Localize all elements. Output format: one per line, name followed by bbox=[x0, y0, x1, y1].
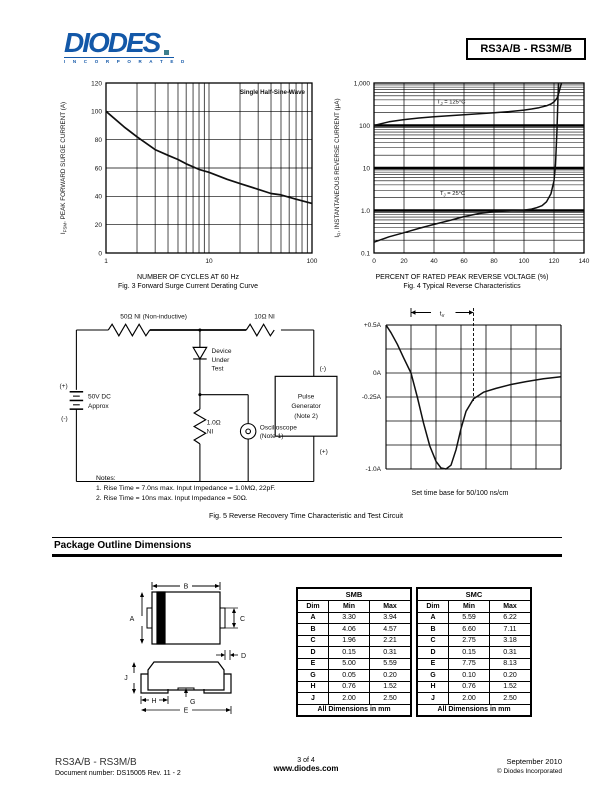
dim-cell: A bbox=[298, 612, 329, 624]
x-tick-label: 100 bbox=[306, 258, 318, 265]
dut-label-1: Device bbox=[211, 348, 232, 356]
y-tick-label: -1.0A bbox=[365, 466, 381, 474]
dim-cell: B bbox=[418, 624, 449, 636]
table-row bbox=[298, 635, 411, 647]
y-tick-label: 10 bbox=[362, 165, 370, 173]
dim-cell: 7.11 bbox=[490, 624, 531, 636]
table-row bbox=[418, 658, 531, 670]
dim-cell: 2.75 bbox=[449, 635, 490, 647]
dut-label-2: Under bbox=[211, 356, 230, 364]
y-tick-label: 20 bbox=[94, 221, 102, 229]
fig3-caption: Fig. 3 Forward Surge Current Derating Curve bbox=[117, 283, 259, 290]
footer-part-number: RS3A/B - RS3M/B bbox=[55, 757, 137, 768]
y-tick-label: 0A bbox=[373, 370, 381, 378]
footer-copyright: © Diodes Incorporated bbox=[496, 768, 562, 775]
dim-cell: 2.00 bbox=[329, 693, 370, 705]
table-row bbox=[418, 693, 531, 705]
smc-title: SMC bbox=[418, 589, 531, 601]
resistor-10ohm-label: 10Ω NI bbox=[254, 313, 275, 321]
dim-cell: 3.94 bbox=[370, 612, 411, 624]
dim-cell: 0.15 bbox=[329, 647, 370, 659]
fig5-waveform-block bbox=[344, 299, 576, 498]
smc-col-max: Max bbox=[490, 601, 531, 613]
logo-dot-icon bbox=[164, 50, 169, 55]
smc-footer: All Dimensions in mm bbox=[418, 704, 531, 716]
test-circuit-diagram bbox=[55, 303, 340, 496]
battery-minus-label: (-) bbox=[61, 415, 68, 423]
dim-cell: 1.52 bbox=[370, 681, 411, 693]
notes-block bbox=[96, 474, 276, 504]
dim-cell: 4.57 bbox=[370, 624, 411, 636]
dim-cell: 7.75 bbox=[449, 658, 490, 670]
footer-page-number: 3 of 4 bbox=[297, 757, 315, 764]
x-tick-label: 100 bbox=[518, 258, 530, 265]
resistor-50ohm bbox=[108, 324, 149, 336]
dim-label-b: B bbox=[183, 583, 189, 591]
x-tick-label: 80 bbox=[490, 258, 498, 265]
dim-cell: 0.05 bbox=[329, 670, 370, 682]
dim-cell: 1.96 bbox=[329, 635, 370, 647]
dim-cell: J bbox=[298, 693, 329, 705]
axis-title: $t_{rr}$ bbox=[439, 310, 445, 318]
dim-cell: 3.18 bbox=[490, 635, 531, 647]
smb-col-max: Max bbox=[370, 601, 411, 613]
dim-cell: J bbox=[418, 693, 449, 705]
footer-right bbox=[497, 757, 562, 775]
smb-dimension-table bbox=[297, 588, 411, 716]
dut-diode-icon bbox=[193, 347, 207, 359]
footer-document-number: Document number: DS15005 Rev. 11 - 2 bbox=[55, 770, 181, 777]
smb-title: SMB bbox=[298, 589, 411, 601]
recovery-waveform-chart bbox=[344, 299, 576, 477]
dim-cell: 2.00 bbox=[449, 693, 490, 705]
package-drawing bbox=[112, 580, 302, 735]
fig5-caption: Fig. 5 Reverse Recovery Time Characteristic and Test Circuit bbox=[209, 511, 403, 520]
resistor-1ohm-label-2: NI bbox=[206, 428, 214, 436]
axis-title: $T_J = 125^\circ C$ bbox=[437, 99, 466, 106]
dim-cell: 0.10 bbox=[449, 670, 490, 682]
table-row bbox=[418, 647, 531, 659]
resistor-1ohm-label-1: 1.0Ω bbox=[206, 419, 221, 427]
smc-col-dim: Dim bbox=[418, 601, 449, 613]
dim-cell: H bbox=[298, 681, 329, 693]
table-row bbox=[418, 635, 531, 647]
oscilloscope-icon bbox=[240, 424, 255, 439]
dim-cell: 0.76 bbox=[329, 681, 370, 693]
y-tick-label: 60 bbox=[94, 165, 102, 173]
battery-plus-label: (+) bbox=[59, 382, 68, 390]
arrowhead-left bbox=[411, 310, 416, 315]
table-row bbox=[418, 612, 531, 624]
fig4-xlabel: PERCENT OF RATED PEAK REVERSE VOLTAGE (%) bbox=[375, 274, 549, 281]
table-row bbox=[418, 624, 531, 636]
dim-cell: 5.00 bbox=[329, 658, 370, 670]
smb-footer: All Dimensions in mm bbox=[298, 704, 411, 716]
table-row bbox=[298, 670, 411, 682]
logo-wordmark: DIODES bbox=[64, 27, 160, 58]
diodes-logo bbox=[64, 27, 188, 64]
table-row bbox=[418, 670, 531, 682]
dim-cell: A bbox=[418, 612, 449, 624]
smc-dimension-table bbox=[417, 588, 531, 716]
x-tick-label: 10 bbox=[205, 258, 213, 265]
y-tick-label: 0.1 bbox=[360, 250, 370, 258]
resistor-1ohm bbox=[194, 409, 206, 444]
dim-cell: 0.20 bbox=[370, 670, 411, 682]
part-number-box: RS3A/B - RS3M/B bbox=[466, 38, 586, 60]
table-row bbox=[298, 647, 411, 659]
dim-cell: C bbox=[298, 635, 329, 647]
y-tick-label: 100 bbox=[359, 122, 370, 130]
table-row bbox=[298, 612, 411, 624]
dim-label-j: J bbox=[124, 675, 128, 682]
dim-cell: 6.22 bbox=[490, 612, 531, 624]
y-tick-label: 120 bbox=[91, 80, 102, 88]
dim-cell: H bbox=[418, 681, 449, 693]
fig4-caption: Fig. 4 Typical Reverse Characteristics bbox=[403, 283, 521, 290]
table-row bbox=[298, 658, 411, 670]
axis-title: $I_R$, INSTANTANEOUS REVERSE CURRENT (μA) bbox=[334, 98, 342, 238]
dim-cell: 2.21 bbox=[370, 635, 411, 647]
x-tick-label: 120 bbox=[548, 258, 560, 265]
fig5-circuit-block bbox=[55, 303, 340, 501]
pulse-gen-minus-label: (-) bbox=[319, 365, 327, 373]
dim-cell: 8.13 bbox=[490, 658, 531, 670]
smc-col-min: Min bbox=[449, 601, 490, 613]
oscilloscope-label-1: Oscilloscope bbox=[259, 424, 297, 432]
dim-cell: E bbox=[418, 658, 449, 670]
x-tick-label: 0 bbox=[372, 258, 376, 265]
dim-label-e: E bbox=[183, 707, 189, 715]
dim-label-a: A bbox=[129, 616, 135, 623]
dim-label-g: G bbox=[190, 699, 196, 706]
fig4-block bbox=[328, 76, 596, 291]
dim-cell: 2.50 bbox=[370, 693, 411, 705]
dim-cell: 0.20 bbox=[490, 670, 531, 682]
dim-cell: 4.06 bbox=[329, 624, 370, 636]
table-row bbox=[418, 681, 531, 693]
dim-cell: 1.52 bbox=[490, 681, 531, 693]
footer-date: September 2010 bbox=[506, 757, 562, 766]
dim-cell: G bbox=[298, 670, 329, 682]
dim-cell: 0.76 bbox=[449, 681, 490, 693]
axis-title: $I_{FSM}$, PEAK FORWARD SURGE CURRENT (A) bbox=[60, 101, 68, 235]
fig4-chart bbox=[328, 76, 596, 268]
resistor-50ohm-label: 50Ω NI (Non-inductive) bbox=[120, 313, 187, 321]
dim-cell: 6.60 bbox=[449, 624, 490, 636]
y-tick-label: 40 bbox=[94, 193, 102, 201]
arrowhead-right bbox=[469, 310, 474, 315]
dim-cell: D bbox=[298, 647, 329, 659]
package-outline-svg bbox=[112, 580, 302, 730]
dim-cell: 0.31 bbox=[490, 647, 531, 659]
oscilloscope-label-2: (Note 1) bbox=[259, 433, 284, 441]
battery-label-1: 50V DC bbox=[87, 393, 111, 401]
dim-cell: C bbox=[418, 635, 449, 647]
dim-cell: G bbox=[418, 670, 449, 682]
pulse-gen-label-3: (Note 2) bbox=[294, 412, 318, 420]
dim-cell: 2.50 bbox=[490, 693, 531, 705]
section-header-package-outline: Package Outline Dimensions bbox=[52, 537, 562, 557]
x-tick-label: 140 bbox=[578, 258, 590, 265]
y-tick-label: -0.25A bbox=[361, 394, 381, 402]
note-2: 2. Rise Time = 10ns max. Input Impedance = 50Ω. bbox=[96, 495, 248, 502]
y-tick-label: 80 bbox=[94, 136, 102, 144]
footer-website-link[interactable]: www.diodes.com bbox=[273, 764, 339, 773]
dut-label-3: Test bbox=[211, 365, 224, 373]
table-row bbox=[298, 681, 411, 693]
x-tick-label: 40 bbox=[430, 258, 438, 265]
x-tick-label: 20 bbox=[400, 258, 408, 265]
dim-cell: 5.59 bbox=[449, 612, 490, 624]
smb-col-dim: Dim bbox=[298, 601, 329, 613]
timebase-caption: Set time base for 50/100 ns/cm bbox=[411, 490, 509, 497]
pulse-gen-label-1: Pulse bbox=[297, 393, 315, 401]
battery-label-2: Approx bbox=[87, 403, 109, 411]
dim-cell: 0.31 bbox=[370, 647, 411, 659]
y-tick-label: 1.0 bbox=[360, 207, 370, 215]
dim-label-d: D bbox=[241, 653, 247, 660]
curve-TJ = 25°C bbox=[374, 83, 559, 242]
smb-col-min: Min bbox=[329, 601, 370, 613]
axis-title: $T_J = 25^\circ C$ bbox=[440, 191, 466, 198]
pulse-gen-plus-label: (+) bbox=[319, 448, 328, 456]
note-1: 1. Rise Time = 7.0ns max. Input Impedance = 1.0MΩ, 22pF. bbox=[96, 485, 276, 492]
dim-label-c: C bbox=[240, 616, 246, 623]
fig3-chart bbox=[54, 76, 322, 268]
fig3-xlabel: NUMBER OF CYCLES AT 60 Hz bbox=[136, 274, 240, 281]
notes-title: Notes: bbox=[96, 475, 116, 482]
x-tick-label: 60 bbox=[460, 258, 468, 265]
dim-cell: 5.59 bbox=[370, 658, 411, 670]
annotation: Single Half-Sine-Wave bbox=[239, 89, 305, 96]
y-tick-label: 0 bbox=[98, 250, 102, 258]
fig3-block bbox=[54, 76, 322, 291]
resistor-10ohm bbox=[246, 324, 274, 336]
logo-incorporated: I N C O R P O R A T E D bbox=[64, 59, 188, 64]
table-row bbox=[298, 624, 411, 636]
x-tick-label: 1 bbox=[104, 258, 108, 265]
dim-label-h: H bbox=[151, 698, 157, 705]
y-tick-label: +0.5A bbox=[363, 322, 381, 330]
dim-cell: D bbox=[418, 647, 449, 659]
y-tick-label: 100 bbox=[91, 108, 102, 116]
pulse-gen-label-2: Generator bbox=[291, 403, 321, 411]
dim-cell: 3.30 bbox=[329, 612, 370, 624]
dim-cell: 0.15 bbox=[449, 647, 490, 659]
y-tick-label: 1,000 bbox=[353, 80, 370, 88]
table-row bbox=[298, 693, 411, 705]
dim-cell: E bbox=[298, 658, 329, 670]
dim-cell: B bbox=[298, 624, 329, 636]
